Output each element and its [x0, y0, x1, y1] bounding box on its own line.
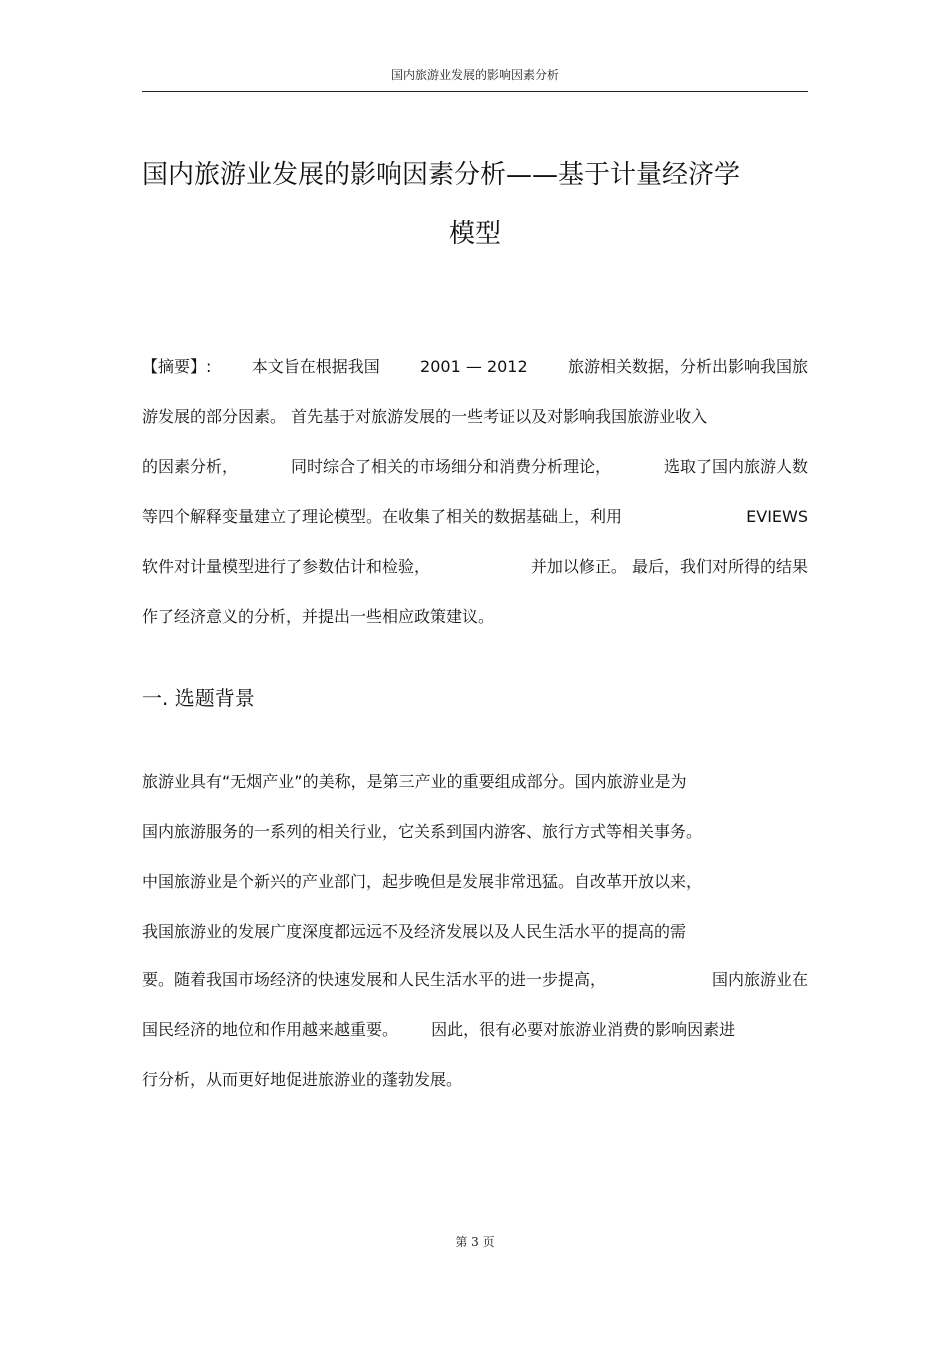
body-text-segment: 中国旅游业是个新兴的产业部门，起步晚但是发展非常迅猛。自改革开放以来， — [142, 872, 703, 891]
abstract-text-segment: 同时综合了相关的市场细分和消费分析理论， — [290, 457, 611, 476]
body-line-5 — [142, 968, 808, 992]
body-text-segment: 国民经济的地位和作用越来越重要。 — [142, 1020, 399, 1039]
section-heading: 一. 选题背景 — [142, 686, 255, 710]
body-text-segment: 要。随着我国市场经济的快速发展和人民生活水平的进一步提高， — [142, 970, 607, 989]
abstract-label: 【摘要】: — [142, 357, 212, 376]
body-line-2 — [142, 820, 808, 844]
abstract-line-5 — [142, 555, 808, 579]
body-line-3 — [142, 870, 808, 894]
abstract-years: 2001 — 2012 — [420, 357, 528, 376]
abstract-text-segment: 选取了国内旅游人数 — [663, 457, 808, 476]
body-line-7 — [142, 1068, 808, 1092]
body-text-segment: 因此，很有必要对旅游业消费的影响因素进 — [431, 1020, 736, 1039]
abstract-text-segment: 本文旨在根据我国 — [251, 357, 380, 376]
abstract-text-segment: 等四个解释变量建立了理论模型。在收集了相关的数据基础上，利用 — [142, 507, 623, 526]
running-header: 国内旅游业发展的影响因素分析 — [390, 68, 559, 82]
abstract-line-1 — [142, 355, 808, 379]
body-text-segment: 国内旅游业在 — [711, 970, 808, 989]
abstract-line-6 — [142, 605, 808, 629]
body-text-segment: 国内旅游服务的一系列的相关行业，它关系到国内游客、旅行方式等相关事务。 — [142, 822, 703, 841]
body-line-4 — [142, 920, 808, 944]
page-number: 第 3 页 — [455, 1235, 495, 1249]
header-rule — [142, 91, 808, 92]
body-text-segment: 我国旅游业的发展广度深度都远远不及经济发展以及人民生活水平的提高的需 — [142, 922, 687, 941]
abstract-text-segment: 旅游相关数据，分析出影响我国旅 — [567, 357, 808, 376]
paper-title-line-1: 国内旅游业发展的影响因素分析——基于计量经济学 — [142, 160, 741, 190]
body-text-segment: 旅游业具有“无烟产业”的美称，是第三产业的重要组成部分。国内旅游业是为 — [142, 772, 687, 791]
abstract-text-segment: 并加以修正。 最后，我们对所得的结果 — [530, 557, 808, 576]
body-text-segment: 行分析，从而更好地促进旅游业的蓬勃发展。 — [142, 1070, 463, 1089]
abstract-text-segment: 的因素分析， — [142, 457, 239, 476]
abstract-line-3 — [142, 455, 808, 479]
abstract-text-segment: 作了经济意义的分析，并提出一些相应政策建议。 — [142, 607, 495, 626]
abstract-text-segment: 软件对计量模型进行了参数估计和检验， — [142, 557, 431, 576]
abstract-line-2 — [142, 405, 808, 429]
abstract-line-4 — [142, 505, 808, 529]
body-line-1 — [142, 770, 808, 794]
abstract-text-segment: 游发展的部分因素。 首先基于对旅游发展的一些考证以及对影响我国旅游业收入 — [142, 407, 708, 426]
body-line-6 — [142, 1018, 808, 1042]
abstract-software-name: EVIEWS — [746, 507, 808, 526]
paper-title-line-2: 模型 — [448, 219, 501, 249]
